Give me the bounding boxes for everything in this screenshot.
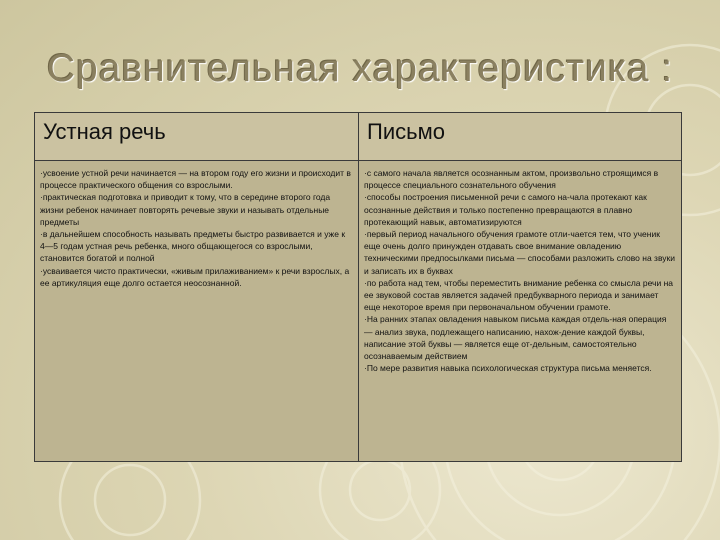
- header-writing: Письмо: [359, 113, 682, 161]
- comparison-table: [34, 112, 682, 462]
- list-item: ·усвоение устной речи начинается — на втором году его жизни и происходит в процессе практического общения со взрослыми.: [40, 168, 351, 191]
- list-item: ·По мере развития навыка психологическая структура письма меняется.: [364, 363, 652, 374]
- list-item: ·по работа над тем, чтобы переместить внимание ребенка со смысла речи на ее звуковой состав является задачей предбукварного периода и занимает еще некоторое время при первоначальном обучении грамоте.: [364, 277, 674, 313]
- slide-title: Сравнительная характеристика :: [46, 47, 674, 90]
- list-item: ·с самого начала является осознанным актом, произвольно строящимся в процессе специального сознательного обучения: [364, 168, 659, 191]
- list-item: ·практическая подготовка и приводит к тому, что в середине второго года жизни ребенок начинает повторять речевые звуки и называть отдельные предметы: [40, 192, 331, 227]
- list-item: ·На ранних этапах овладения навыком письма каждая отдель-ная операция — анализ звука, подлежащего написанию, нахож-дение каждой буквы, написание этой буквы — является еще от-дельным, самостоятельно осознаваемым действием: [364, 314, 667, 362]
- list-item: ·способы построения письменной речи с самого на-чала протекают как осознанные действия и только постепенно превращаются в плавно протекающий навык, автоматизируются: [364, 192, 647, 227]
- writing-cell: [359, 161, 682, 462]
- list-item: ·первый период начального обучения грамоте отли-чается тем, что ученик еще очень долго принужден отдавать свое внимание овладению техническими предпосылками письма — способами разложить слово на звуки и записать их в буквах: [364, 229, 675, 276]
- table-body-row: [35, 161, 682, 462]
- table-header-row: [35, 113, 682, 161]
- list-item: ·усваивается чисто практически, «живым прилаживанием» к речи взрослых, а ее артикуляция еще долго остается неосознанной.: [40, 265, 350, 288]
- header-oral-speech: Устная речь: [35, 113, 359, 161]
- list-item: ·в дальнейшем способность называть предметы быстро развивается и уже к 4—5 годам устная речь ребенка, много общающегося со взрослыми, становится богатой и полной: [40, 229, 346, 264]
- oral-speech-cell: [35, 161, 359, 462]
